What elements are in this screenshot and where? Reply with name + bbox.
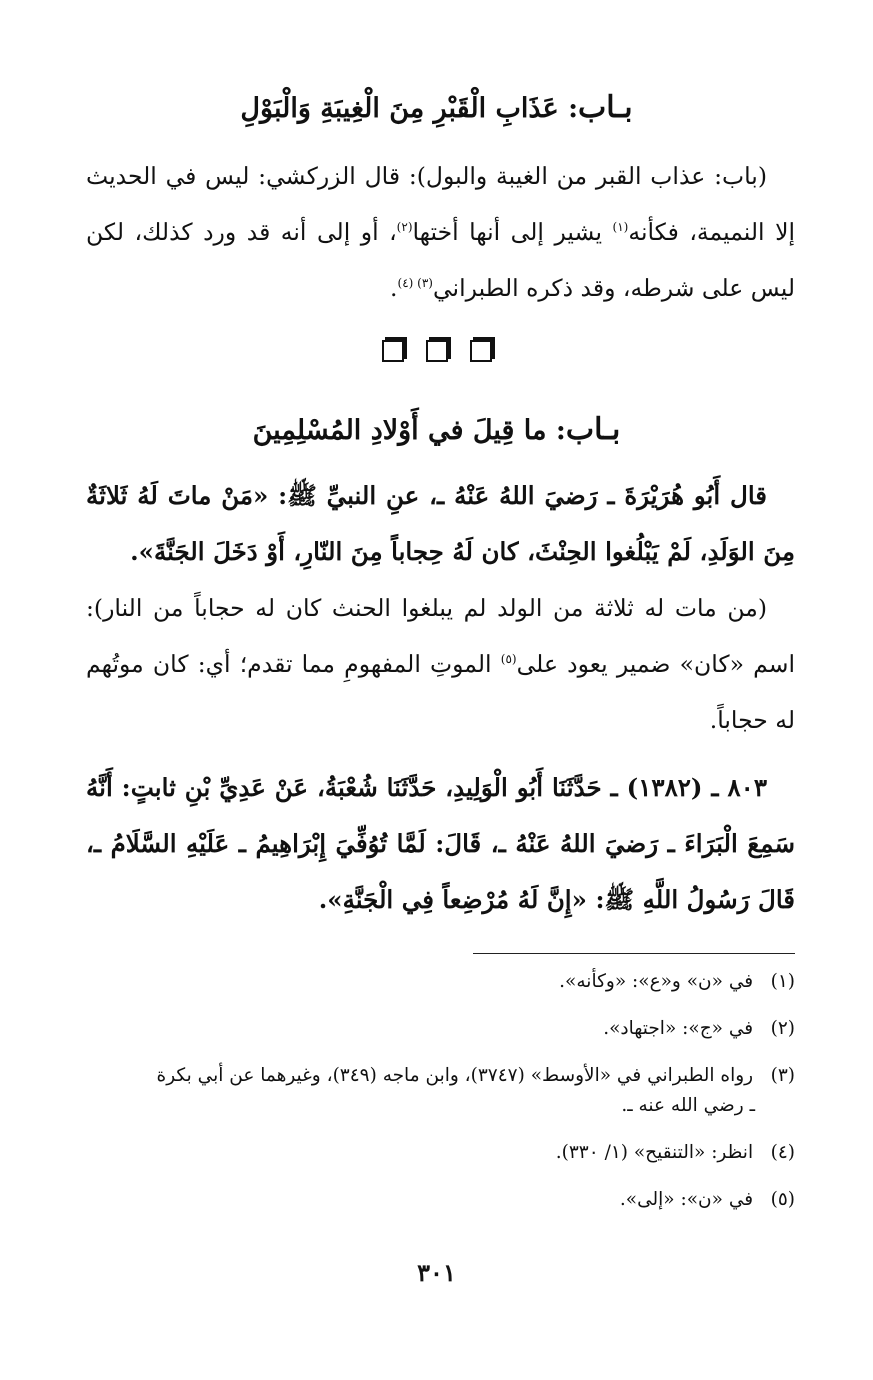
footnote-item	[86, 1138, 795, 1168]
footnote-number: (٣)	[770, 1065, 795, 1086]
commentary-text: (من مات له ثلاثة من الولد لم يبلغوا الحنث كان له حجاباً من النار): اسم «كان» ضمير يعود على	[86, 594, 795, 678]
commentary-text: ، أو إلى أنه قد ورد كذلك، لكن ليس على شرطه، وقد ذكره الطبراني	[86, 218, 795, 302]
footnote-number: (٢)	[770, 1018, 795, 1039]
footnote-text: انظر: «التنقيح» (١/ ٣٣٠).	[555, 1142, 754, 1163]
commentary-paragraph-2	[86, 580, 795, 748]
footnotes-section	[86, 967, 795, 1232]
footnote-text: في «ن»: «إلى».	[619, 1189, 754, 1210]
footnote-number: (٤)	[770, 1142, 795, 1163]
hadith-text: ٨٠٣ ـ (١٣٨٢) ـ حَدَّثَنَا أَبُو الْوَلِيدِ، حَدَّثَنَا شُعْبَةُ، عَنْ عَدِيِّ بْنِ ثابتٍ: أَنَّهُ سَمِعَ الْبَرَاءَ ـ رَضيَ اللهُ عَنْهُ ـ، قَالَ: لَمَّا تُوُفِّيَ إِبْرَاهِيمُ ـ عَلَيْهِ السَّلَامُ ـ، قَالَ رَسُولُ اللَّهِ ﷺ: «إِنَّ لَهُ مُرْضِعاً فِي الْجَنَّةِ».	[86, 773, 795, 914]
square-ornament-icon	[426, 340, 448, 362]
footnote-text: في «ن» و«ع»: «وكأنه».	[559, 971, 754, 992]
footnote-item	[86, 967, 795, 997]
hadith-text-2	[86, 760, 795, 928]
hadith-text-1	[86, 468, 795, 580]
commentary-text: الموتِ المفهومِ مما تقدم؛ أي: كان موتُهم له حجاباً.	[86, 650, 795, 734]
footnote-continuation: ـ رضي الله عنه ـ.	[621, 1095, 755, 1116]
footnote-ref[interactable]: (١)	[612, 220, 629, 234]
footnote-item	[86, 1014, 795, 1044]
footnote-ref[interactable]: (٣) (٤)	[397, 276, 433, 290]
section-separator	[0, 340, 873, 362]
page-number: ٣٠١	[417, 1258, 456, 1287]
commentary-paragraph-1	[86, 148, 795, 316]
commentary-text: (باب: عذاب القبر من الغيبة والبول): قال الزركشي: ليس في الحديث إلا النميمة، فكأنه	[86, 162, 795, 246]
square-ornament-icon	[470, 340, 492, 362]
chapter-heading-bab-word: بـاب	[565, 412, 621, 447]
commentary-text: يشير إلى أنها أختها	[412, 218, 613, 246]
footnote-number: (٥)	[770, 1189, 795, 1210]
chapter-heading-title: : عَذَابِ الْقَبْرِ مِنَ الْغِيبَةِ وَالْبَوْلِ	[240, 93, 579, 124]
chapter-heading-title: : ما قِيلَ في أَوْلادِ المُسْلِمِينَ	[252, 415, 566, 446]
footnote-item	[86, 1061, 795, 1121]
footnote-text: رواه الطبراني في «الأوسط» (٣٧٤٧)، وابن ماجه (٣٤٩)، وغيرهما عن أبي بكرة	[156, 1065, 754, 1086]
square-ornament-icon	[382, 340, 404, 362]
footnote-item	[86, 1185, 795, 1215]
footnote-text: في «ج»: «اجتهاد».	[603, 1018, 754, 1039]
commentary-text: .	[390, 274, 398, 302]
chapter-heading-1	[80, 88, 793, 129]
footnote-ref[interactable]: (٢)	[396, 220, 413, 234]
footnote-divider	[473, 953, 795, 954]
hadith-text: قال أَبُو هُرَيْرَةَ ـ رَضيَ اللهُ عَنْهُ ـ، عنِ النبيِّ ﷺ: «مَنْ ماتَ لَهُ ثَلاثَةٌ مِنَ الوَلَدِ، لَمْ يَبْلُغوا الحِنْثَ، كان لَهُ حِجاباً مِنَ النّارِ، أَوْ دَخَلَ الجَنَّةَ».	[86, 481, 795, 566]
chapter-heading-2	[80, 410, 793, 451]
chapter-heading-bab-word: بـاب	[578, 90, 633, 125]
footnote-ref[interactable]: (٥)	[500, 652, 517, 666]
footnote-number: (١)	[770, 971, 795, 992]
